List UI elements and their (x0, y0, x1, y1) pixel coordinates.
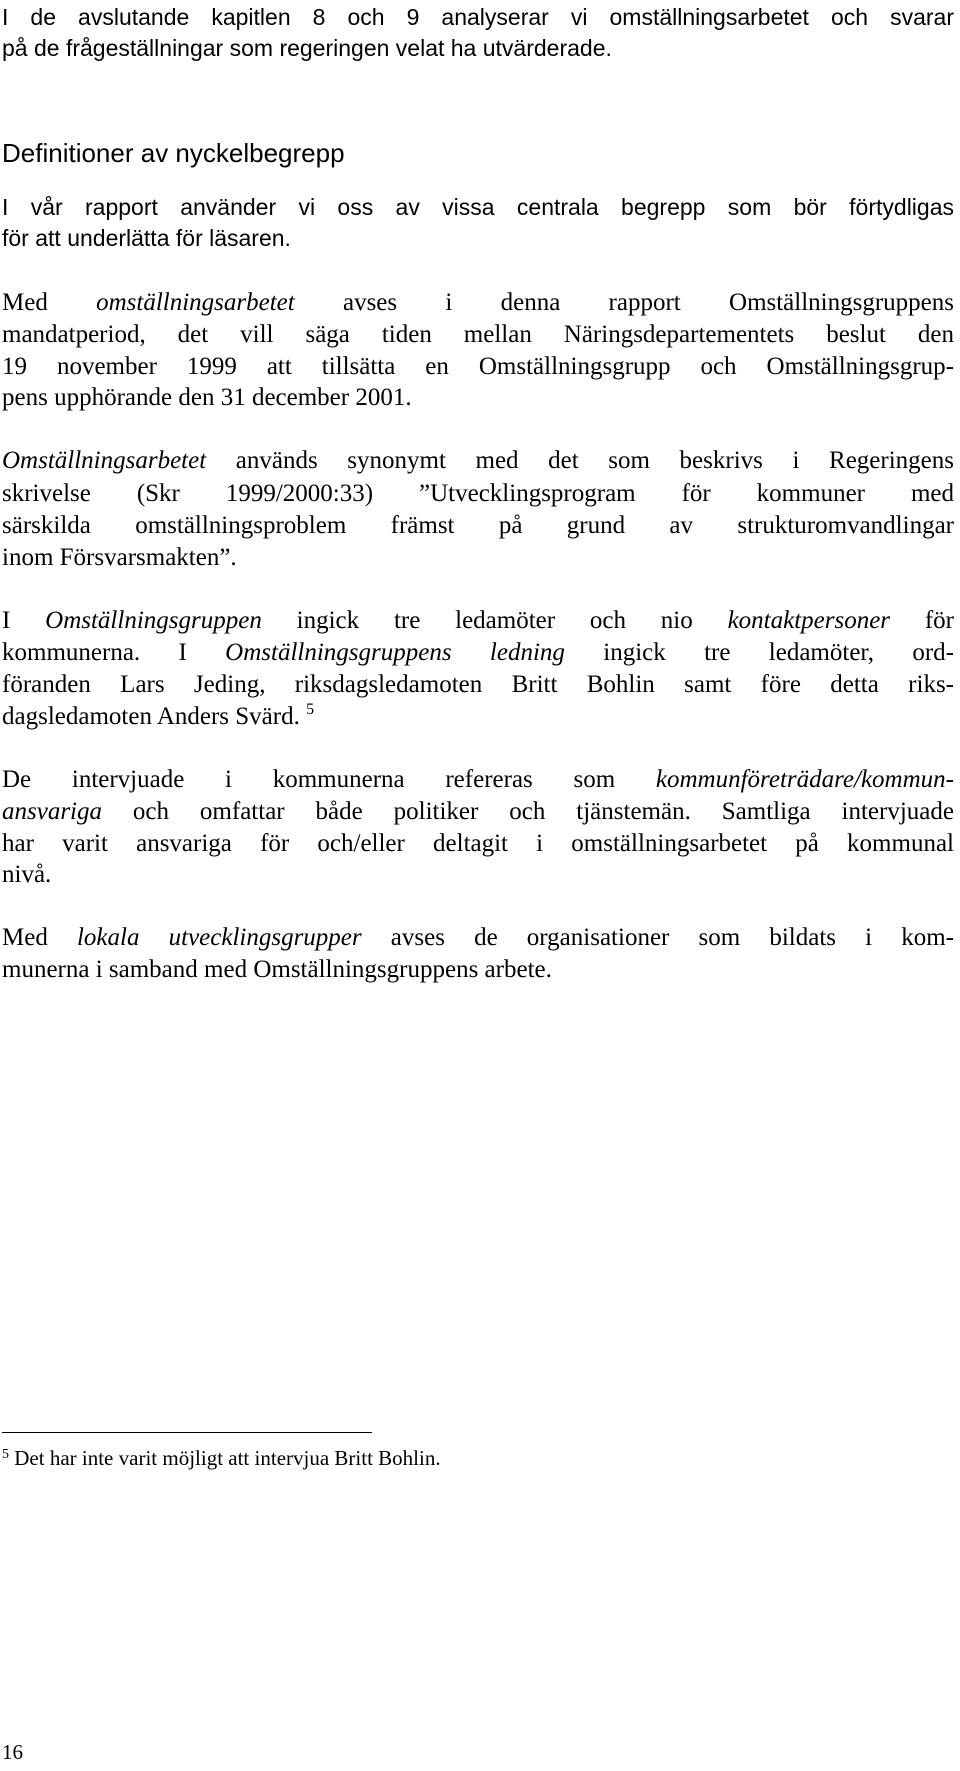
p3-text: används synonymt med det som beskrivs i Regeringens (206, 447, 954, 474)
p1-line-2: för att underlätta för läsaren. (2, 225, 291, 251)
p6-text: Med (2, 924, 77, 951)
p5-line-3: har varit ansvariga för och/eller deltagit i omställningsarbetet på kommunal (2, 830, 954, 857)
page-number: 16 (2, 1740, 23, 1764)
p3-line-3: särskilda omställningsproblem främst på grund av strukturomvandlingar (2, 512, 954, 539)
p4-line-4 (2, 701, 315, 730)
footnote-number: 5 (2, 1447, 9, 1462)
term-omstallningsgruppen: Omställningsgruppen (45, 607, 262, 634)
p4-text: ingick tre ledamöter, ord- (564, 639, 954, 666)
p2-line-3: 19 november 1999 att tillsätta en Omställningsgrupp och Omställningsgrup- (2, 353, 954, 380)
p3-line-4: inom Försvarsmakten”. (2, 544, 237, 571)
p4-line-2 (2, 640, 954, 665)
p3-line-2: skrivelse (Skr 1999/2000:33) ”Utvecklingsprogram för kommuner med (2, 480, 954, 507)
footnote-divider (2, 1432, 372, 1433)
p2-line-4: pens upphörande den 31 december 2001. (2, 384, 412, 411)
p3-line-1 (2, 448, 954, 473)
term-lokala-utvecklingsgrupper: lokala utvecklingsgrupper (76, 924, 362, 951)
term-kontaktpersoner: kontaktpersoner (727, 607, 891, 634)
intro-line-1: I de avslutande kapitlen 8 och 9 analyserar vi omställningsarbetet och svarar (2, 4, 954, 30)
p4-line-3: föranden Lars Jeding, riksdagsledamoten Britt Bohlin samt före detta riks- (2, 671, 954, 698)
p5-text: och omfattar både politiker och tjänstemän. Samtliga intervjuade (102, 798, 954, 825)
p4-text: ingick tre ledamöter och nio (261, 607, 728, 634)
p5-line-4: nivå. (2, 861, 52, 888)
term-omstallningsgruppens-ledning: Omställningsgruppens ledning (225, 639, 565, 666)
p4-text: dagsledamoten Anders Svärd. (2, 703, 307, 730)
p1-line-1: I vår rapport använder vi oss av vissa centrala begrepp som bör förtydligas (2, 194, 954, 220)
intro-line-2: på de frågeställningar som regeringen velat ha utvärderade. (2, 35, 612, 61)
p6-line-2: munerna i samband med Omställningsgruppens arbete. (2, 956, 552, 983)
footnote-reference: 5 (306, 701, 315, 718)
term-ansvariga: ansvariga (2, 798, 102, 825)
p4-text: I (2, 607, 46, 634)
term-omstallningsarbetet: omställningsarbetet (96, 289, 295, 316)
p5-text: De intervjuade i kommunerna refereras som (2, 766, 656, 793)
p2-line-1 (2, 290, 954, 315)
section-heading: Definitioner av nyckelbegrepp (2, 138, 345, 168)
term-kommunforetradare: kommunföreträdare/kommun- (655, 766, 954, 793)
p6-line-1 (2, 925, 954, 950)
p2-line-2: mandatperiod, det vill säga tiden mellan Näringsdepartementets beslut den (2, 321, 954, 348)
p4-text: för (890, 607, 954, 634)
p2-text: avses i denna rapport Omställningsgruppens (294, 289, 954, 316)
p4-line-1 (2, 608, 954, 633)
footnote (2, 1448, 441, 1469)
footnote-text: Det har inte varit möjligt att intervjua Britt Bohlin. (9, 1446, 441, 1470)
p2-text: Med (2, 289, 97, 316)
p6-text: avses de organisationer som bildats i kom- (361, 924, 955, 951)
term-omstallningsarbetet: Omställningsarbetet (2, 447, 207, 474)
p4-text: kommunerna. I (2, 639, 226, 666)
p5-line-2 (2, 799, 954, 824)
p5-line-1 (2, 767, 954, 792)
